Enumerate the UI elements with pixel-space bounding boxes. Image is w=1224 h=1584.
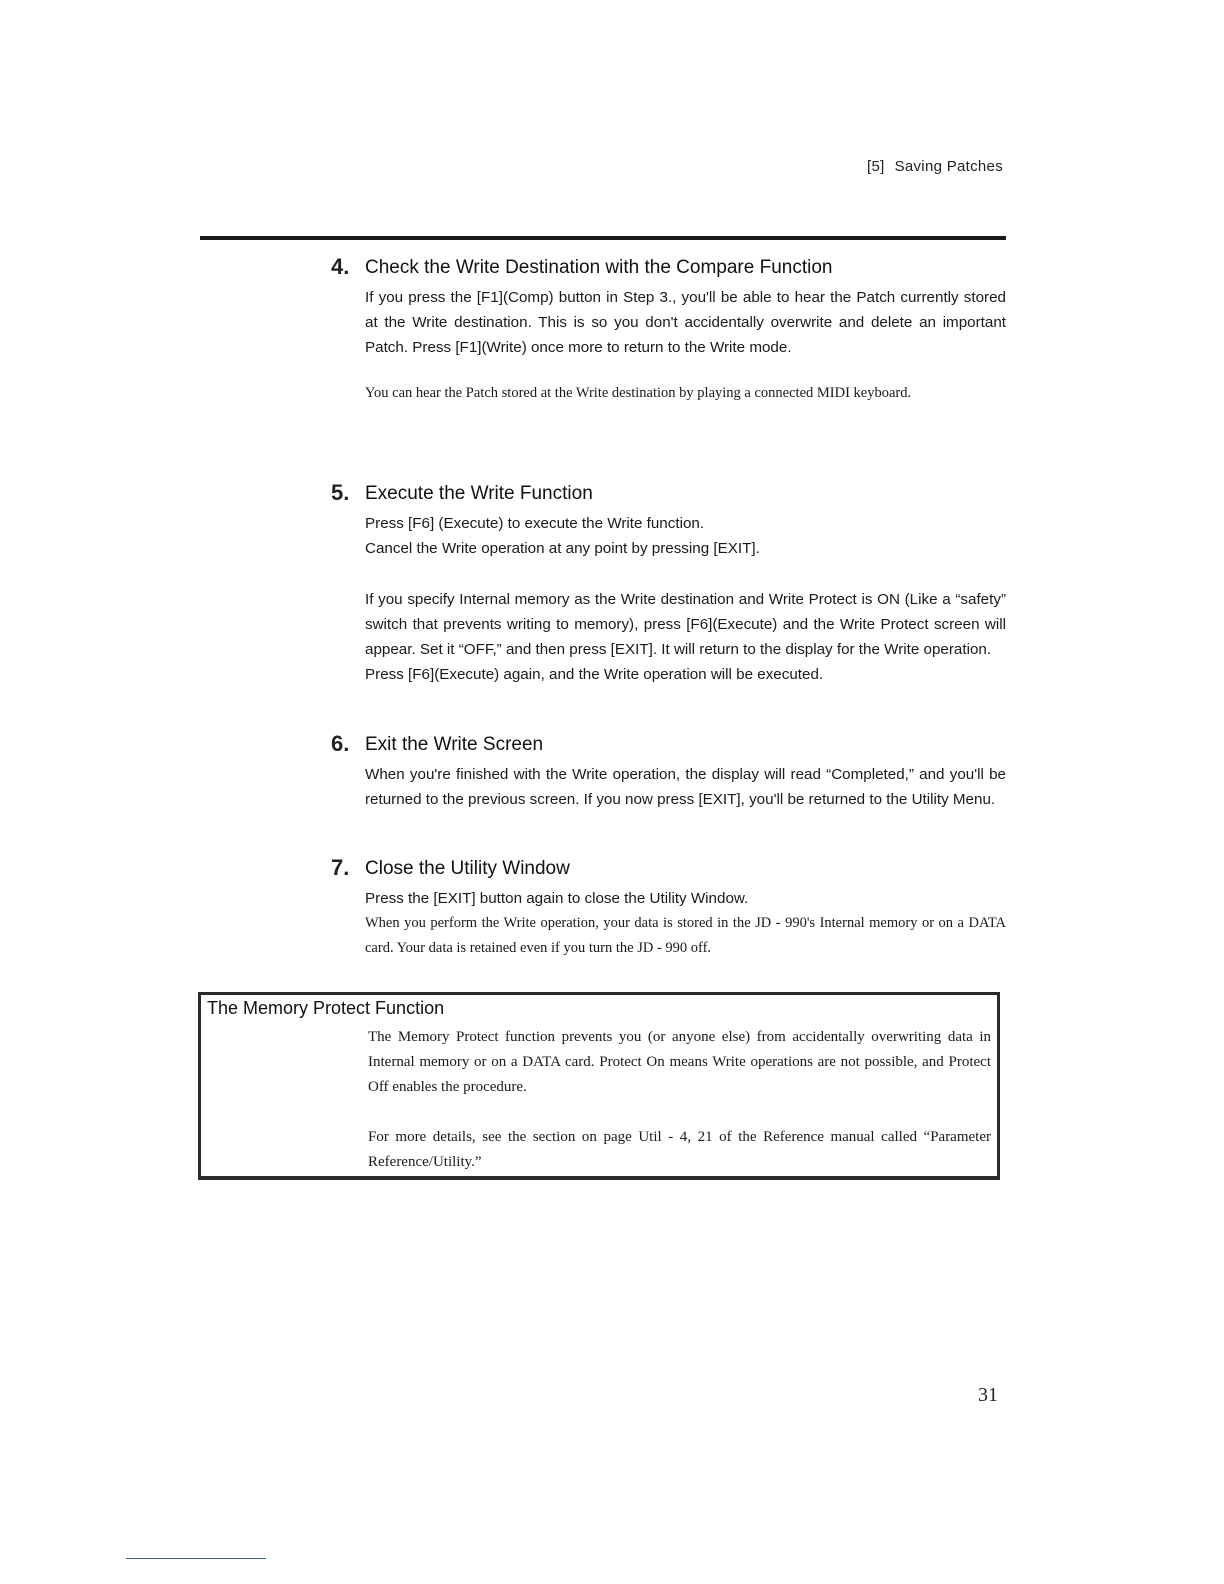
box-paragraph: The Memory Protect function prevents you (or anyone else) from accidentally overwriting data in Internal memory or on a DATA card. Protect On means Write operations are not possible, and Protect Off enables the procedure. <box>368 1029 991 1095</box>
step-body <box>365 886 1006 961</box>
box-paragraph: For more details, see the section on page Util - 4, 21 of the Reference manual called “Parameter Reference/Utility.” <box>368 1129 991 1170</box>
step-line: Press the [EXIT] button again to close the Utility Window. <box>365 890 749 907</box>
step-paragraph: If you press the [F1](Comp) button in Step 3., you'll be able to hear the Patch currently stored at the Write destination. This is so you don't accidentally overwrite and delete an important Patch. Press [F1](Write) once more to return to the Write mode. <box>365 289 1006 356</box>
step-number: 7. <box>331 855 350 880</box>
step-note: When you perform the Write operation, your data is stored in the JD - 990's Internal memory or on a DATA card. Your data is retained even if you turn the JD - 990 off. <box>365 915 1006 956</box>
header-rule <box>200 236 1006 240</box>
step-line: Press [F6] (Execute) to execute the Write function. <box>365 515 705 532</box>
step-line: Cancel the Write operation at any point by pressing [EXIT]. <box>365 540 760 557</box>
step-number: 5. <box>331 480 350 505</box>
step-body <box>365 285 1006 406</box>
step-line: Press [F6](Execute) again, and the Write operation will be executed. <box>365 666 824 683</box>
box-title: The Memory Protect Function <box>207 998 445 1018</box>
step-title: Execute the Write Function <box>365 483 593 504</box>
section-number: [5] <box>866 158 885 175</box>
page-number: 31 <box>978 1384 998 1406</box>
step-title: Close the Utility Window <box>365 858 570 879</box>
step-number: 4. <box>331 254 350 279</box>
box-body <box>368 1025 991 1175</box>
step-body <box>365 511 1006 687</box>
step-paragraph: If you specify Internal memory as the Write destination and Write Protect is ON (Like a “safety” switch that prevents writing to memory), press [F6](Execute) and the Write Protect screen will appear. Set it “OFF,” and then press [EXIT]. It will return to the display for the Write operation. <box>365 591 1006 658</box>
section-title: Saving Patches <box>894 158 1003 175</box>
memory-protect-box <box>198 992 1000 1180</box>
step-body <box>365 762 1006 812</box>
step-note: You can hear the Patch stored at the Write destination by playing a connected MIDI keyboard. <box>365 385 912 401</box>
step-paragraph: When you're finished with the Write operation, the display will read “Completed,” and you'll be returned to the previous screen. If you now press [EXIT], you'll be returned to the Utility Menu. <box>365 766 1006 808</box>
footer-link-line <box>126 1558 266 1559</box>
running-header <box>867 158 1003 175</box>
step-number: 6. <box>331 731 350 756</box>
step-title: Exit the Write Screen <box>365 734 544 755</box>
step-title: Check the Write Destination with the Compare Function <box>365 257 833 278</box>
